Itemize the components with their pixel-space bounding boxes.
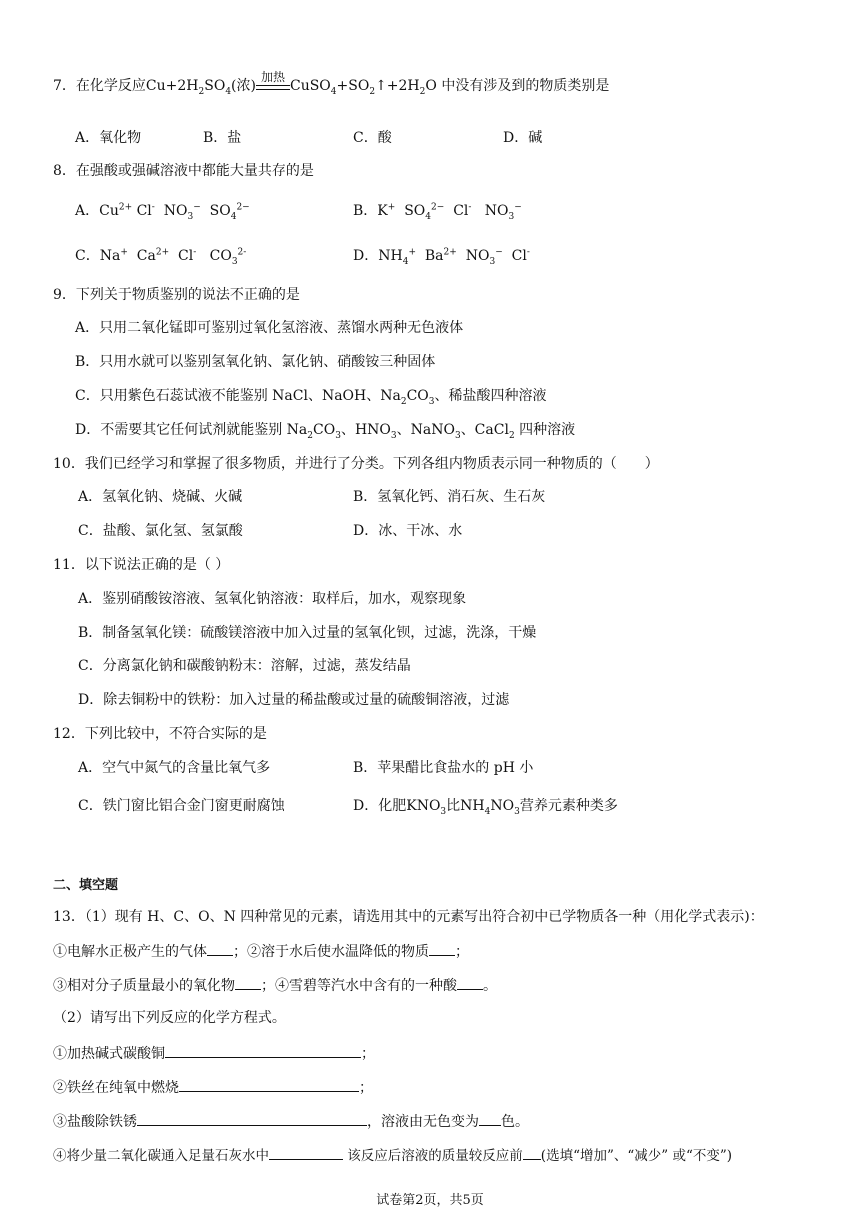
q11-option-c: C．分离氯化钠和碳酸钠粉末：溶解，过滤，蒸发结晶 bbox=[78, 658, 411, 674]
answer-blank[interactable] bbox=[457, 974, 483, 990]
q7-option-a: A．氧化物 bbox=[75, 130, 142, 146]
section-title: 二、填空题 bbox=[53, 878, 119, 893]
answer-blank[interactable] bbox=[479, 1110, 501, 1126]
q13-part-2: （2）请写出下列反应的化学方程式。 bbox=[53, 1010, 286, 1026]
q13-equation-2: ②铁丝在纯氧中燃烧 ； bbox=[53, 1076, 373, 1098]
q7-option-c: C．酸 bbox=[353, 130, 392, 146]
page-footer: 试卷第2页，共5页 bbox=[376, 1193, 484, 1208]
answer-blank[interactable] bbox=[165, 1042, 361, 1058]
question-13: 13．（1）现有 H、C、O、N 四种常见的元素，请选用其中的元素写出符合初中已学物质各一种（用化学式表示)： bbox=[53, 909, 764, 925]
q13-line-2: ③相对分子质量最小的氧化物 ；④雪碧等汽水中含有的一种酸 。 bbox=[53, 974, 497, 996]
q8-option-c: C．Na+ $Ca^{2+}$ Cl- $CO_3^{2-}$ bbox=[75, 247, 247, 267]
q10-option-d: D．冰、干冰、水 bbox=[353, 523, 463, 539]
q7-equation: $Cu+2H_2SO_4$(浓) 加热 $CuSO_4+SO_2↑+2H_2$ bbox=[145, 70, 426, 97]
q7-text: 在化学反应 bbox=[75, 78, 146, 94]
answer-blank[interactable] bbox=[523, 1144, 541, 1160]
question-10: 10．我们已经学习和掌握了很多物质，并进行了分类。下列各组内物质表示同一种物质的（ ） bbox=[53, 456, 659, 472]
q7-option-b: B．盐 bbox=[203, 130, 242, 146]
answer-blank[interactable] bbox=[269, 1144, 343, 1160]
question-9: 9．下列关于物质鉴别的说法不正确的是 bbox=[53, 287, 300, 303]
q12-option-a: A．空气中氮气的含量比氧气多 bbox=[78, 760, 271, 776]
q10-option-b: B．氢氧化钙、消石灰、生石灰 bbox=[353, 489, 546, 505]
q8-option-a: A．$Cu^{2+}$ Cl- $NO_3^-$ $SO_4^{2-}$ bbox=[75, 202, 250, 222]
answer-blank[interactable] bbox=[137, 1110, 367, 1126]
question-8: 8．在强酸或强碱溶液中都能大量共存的是 bbox=[53, 163, 314, 179]
q9-option-d: D．不需要其它任何试剂就能鉴别 $Na_2CO_3$、$HNO_3$、NaNO$_3$、CaCl$_2$ 四种溶液 bbox=[75, 422, 576, 441]
question-7 bbox=[53, 70, 610, 97]
q12-option-c: C．铁门窗比铝合金门窗更耐腐蚀 bbox=[78, 798, 285, 814]
q11-option-a: A．鉴别硝酸铵溶液、氢氧化钠溶液：取样后，加水，观察现象 bbox=[78, 591, 467, 607]
q12-option-d: D．化肥$KNO_3$比$NH_4NO_3$营养元素种类多 bbox=[353, 798, 618, 817]
q8-option-b: B．K+ $SO_4^{2-}$ Cl- $NO_3^-$ bbox=[353, 202, 522, 222]
q10-option-c: C．盐酸、氯化氢、氢氯酸 bbox=[78, 523, 243, 539]
q13-line-1: ①电解水正极产生的气体 ；②溶于水后使水温降低的物质 ； bbox=[53, 940, 469, 962]
q9-option-a: A．只用二氧化锰即可鉴别过氧化氢溶液、蒸馏水两种无色液体 bbox=[75, 320, 464, 336]
answer-blank[interactable] bbox=[235, 974, 261, 990]
q9-option-b: B．只用水就可以鉴别氢氧化钠、氯化钠、硝酸铵三种固体 bbox=[75, 354, 436, 370]
answer-blank[interactable] bbox=[179, 1076, 359, 1092]
question-11: 11．以下说法正确的是（ ） bbox=[53, 557, 230, 573]
q13-equation-3: ③盐酸除铁锈 ，溶液由无色变为 色。 bbox=[53, 1110, 529, 1132]
answer-blank[interactable] bbox=[429, 940, 455, 956]
q7-option-d: D．碱 bbox=[503, 130, 543, 146]
answer-blank[interactable] bbox=[207, 940, 233, 956]
q9-option-c: C．只用紫色石蕊试液不能鉴别 NaCl、NaOH、$Na_2CO_3$、稀盐酸四种溶液 bbox=[75, 388, 547, 407]
q7-text-tail: O 中没有涉及到的物质类别是 bbox=[425, 78, 610, 94]
q13-equation-4: ④将少量二氧化碳通入足量石灰水中 该反应后溶液的质量较反应前 (选填“增加”、“减少” 或“不变”) bbox=[53, 1144, 732, 1166]
heat-condition: 加热 bbox=[256, 83, 290, 90]
question-12: 12．下列比较中，不符合实际的是 bbox=[53, 726, 267, 742]
q11-option-b: B．制备氢氧化镁：硫酸镁溶液中加入过量的氢氧化钡，过滤，洗涤，干燥 bbox=[78, 625, 537, 641]
q11-option-d: D．除去铜粉中的铁粉：加入过量的稀盐酸或过量的硫酸铜溶液，过滤 bbox=[78, 692, 510, 708]
q10-option-a: A．氢氧化钠、烧碱、火碱 bbox=[78, 489, 243, 505]
q8-option-d: D．$NH_4^+$ $Ba^{2+}$ $NO_3^-$ Cl- bbox=[353, 247, 530, 267]
q13-equation-1: ①加热碱式碳酸铜 ； bbox=[53, 1042, 375, 1064]
q7-number: 7． bbox=[53, 78, 76, 94]
q12-option-b: B．苹果醋比食盐水的 pH 小 bbox=[353, 760, 534, 776]
